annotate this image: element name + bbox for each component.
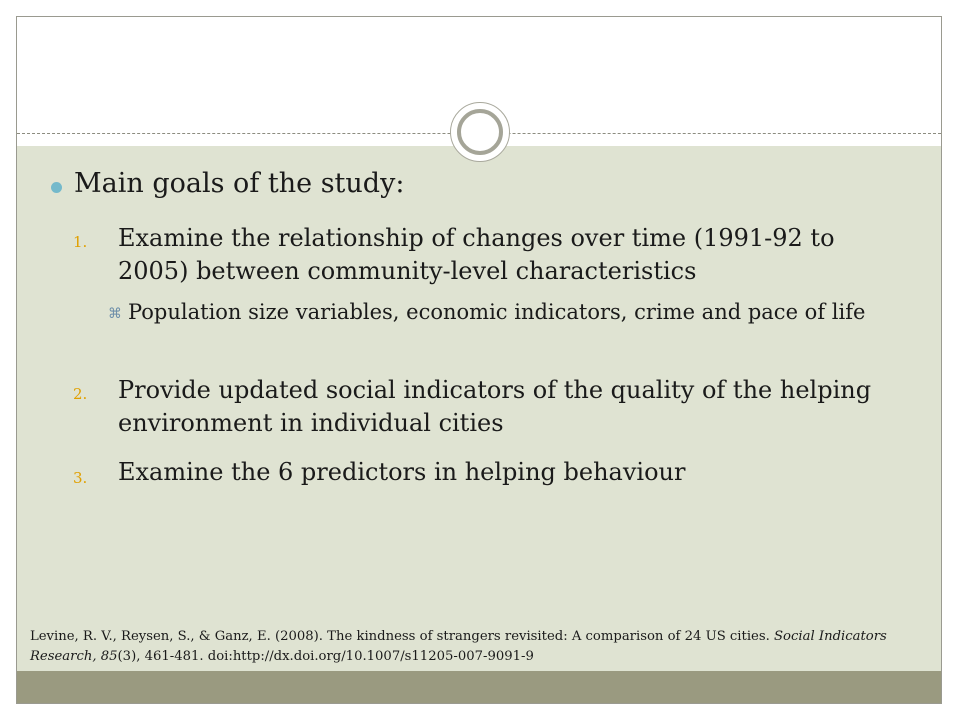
ring-ornament-icon xyxy=(450,102,510,162)
item-number: 1. xyxy=(73,233,88,251)
sub-item-text: Population size variables, economic indicators, crime and pace of life xyxy=(128,300,866,324)
citation xyxy=(30,627,935,667)
item-number: 3. xyxy=(73,469,88,487)
footer-bar xyxy=(17,671,941,703)
ring-inner xyxy=(457,109,503,155)
slide-heading: Main goals of the study: xyxy=(74,168,405,199)
citation-journal: Social Indicators Research, xyxy=(30,629,887,664)
citation-authors: Levine, R. V., Reysen, S., & Ganz, E. (2008). The kindness of strangers revisited: A comparison of 24 US cities. xyxy=(30,629,770,644)
sub-bullet-icon: ⌘ xyxy=(108,306,122,322)
bullet-dot-icon xyxy=(51,182,62,193)
list-item-text: Examine the 6 predictors in helping behaviour xyxy=(118,458,686,486)
list-item-text: Provide updated social indicators of the quality of the helping environment in individual cities xyxy=(118,376,872,437)
citation-rest: (3), 461-481. doi:http://dx.doi.org/10.1007/s11205-007-9091-9 xyxy=(117,649,534,664)
citation-volume: 85 xyxy=(100,649,118,664)
list-item-text: Examine the relationship of changes over time (1991-92 to 2005) between community-level characteristics xyxy=(118,224,835,285)
item-number: 2. xyxy=(73,385,88,403)
